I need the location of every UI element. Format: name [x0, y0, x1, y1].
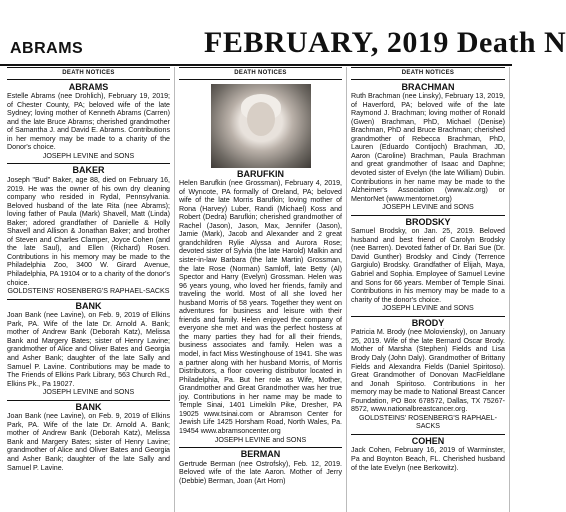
column-separator — [174, 67, 175, 512]
notice-name: BRODY — [411, 317, 445, 328]
portrait-face — [247, 102, 275, 136]
notice-name: BRODSKY — [405, 216, 451, 227]
notice-name: BANK — [75, 300, 102, 311]
header-rule — [0, 64, 512, 66]
notice-signature: JOSEPH LEVINE and SONS — [382, 304, 474, 313]
notice-text: Jack Cohen, February 16, 2019 of Warminster, Pa and Boynton Beach, FL. Cherished husband of the late Evelyn (nee Berkowitz). — [351, 446, 505, 472]
notice — [7, 302, 170, 397]
column-1 — [7, 67, 170, 512]
notice-signature: JOSEPH LEVINE and SONS — [42, 388, 135, 397]
column-header: DEATH NOTICES — [7, 67, 170, 80]
notice — [179, 170, 342, 445]
notice-signature: JOSEPH LEVINE and SONS — [42, 151, 135, 160]
notice-name: BAKER — [72, 165, 105, 176]
notice-text: Joan Bank (nee Lavine), on Feb. 9, 2019 of Elkins Park, PA. Wife of the late Dr. Arnold A. Bank; mother of Andrew Bank (Deborah Katz), Melissa Bank and Margery Bates; sister of Henry Lavine; grandmother of Alice and Oliver Bates and Georgia and Asher Bank; daughter of the late Sally and Samuel P. Lavine. Contributions may be made to The Friends of Elkins Park Library, 563 Church Rd., Elkins Pk., Pa 19027. — [7, 311, 170, 388]
column-3 — [351, 67, 505, 512]
notice-text: Samuel Brodsky, on Jan. 25, 2019. Beloved husband and best friend of Carolyn Brodsky (nee Barren). Devoted father of Dr. Bari Sue (Dr. David Gunther) Brodsky and Cindy (Terrence Gargiulo) Brodsky. Grandfather of Elijah, Maya, Gabriel and Sophia. Employee of Samuel Levine and Sons for 66 years. Member of Temple Sinai. Contributions in his memory may be made to a charity of the donor's choice. — [351, 227, 505, 304]
column-2 — [179, 67, 342, 512]
divider — [351, 316, 505, 317]
divider — [7, 299, 170, 300]
section-name: ABRAMS — [10, 40, 84, 57]
notice — [7, 83, 170, 161]
column-separator — [346, 67, 347, 512]
notice-name: BERMAN — [240, 449, 281, 460]
notice — [351, 319, 505, 431]
notice-signature: GOLDSTEINS' ROSENBERG'S RAPHAEL-SACKS — [359, 413, 497, 431]
divider — [351, 434, 505, 435]
notice — [7, 403, 170, 472]
notice-text: Patricia M. Brody (nee Moloviensky), on January 25, 2019. Wife of the late Bernard Oscar Brody. Mother of Marsha (Stephen) Fields and Lisa Brody Daly (John Daly). Grandmother of Brittany Fields and Alexandra Fields (Daniel Spiritoso). Great Grandmother of Donovan MacFieldlane and Jonah Spiritoso. Contributions in her memory may be made to National Breast Cancer Foundation, PO Box 678572, Dallas, TX 75267-8572, www.nationalbreastcancer.org. — [351, 328, 505, 414]
divider — [179, 447, 342, 448]
notice-name: ABRAMS — [68, 81, 109, 92]
notice-text: Gertrude Berman (nee Ostrofsky), Feb. 12, 2019. Beloved wife of the late Aaron. Mother of Jerry (Debbie) Berman, Joan (Art Horn) — [179, 459, 342, 485]
notice — [351, 83, 505, 212]
page-title: FEBRUARY, 2019 Death N — [204, 26, 566, 59]
notice-name: BARUFKIN — [237, 168, 284, 179]
notice-text: Joseph "Bud" Baker, age 88, died on February 16, 2019. He was the owner of his own dry cleaning company who resided in Rydal, Pennsylvania. Beloved husband of the late Rita (nee Abrams); loving father of Paula (Mark) Shavell, Matt (Linda) Baker; adored grandfather of Danielle & Holly Shavell and Allison & Jonathan Baker; and brother of Steven and Charles Clamper, Joyce Cohen (and the late Saul), and Ellen (Richard) Rosen. Contributions in his memory may be made to the Philadelphia Zoo, 3400 W. Girard Avenue, Philadelphia, PA 19104 or to a charity of the donor's choice. — [7, 176, 170, 287]
divider — [351, 215, 505, 216]
notice-signature: GOLDSTEINS' ROSENBERG'S RAPHAEL-SACKS — [7, 287, 170, 296]
notice-signature: JOSEPH LEVINE and SONS — [214, 435, 307, 444]
notice-name: COHEN — [411, 435, 445, 446]
column-separator — [509, 67, 510, 512]
notice-text: Helen Barufkin (nee Grossman), February 4, 2019, of Wyncote, PA formally of Oreland, PA; beloved wife of the late Morris Barufkin; loving mother of Rona (Harvey) Luber, Randi (Michael) Koss and Robert (Dedra) Barufkin; cherished grandmother of Rachel (Jason), Jason, Max, Jennifer (Jason), Jamie (Mark), Jacob and Alexander and 2 great grandchildren Rylie Alyssa and Aurora Rose; devoted sister of Sylvia (the late Harold) Malkin and sister-in-law Barbara (the late Martin) Grossman, the late Rose (Norman) Samloff, late Betty (Al) Spector and Harry (Evelyn) Grossman. Helen was 96 years young, who loved her friends, family and traveling the world. Most of all she loved her husband Morris of 58 years. Together they went on adventures for business and leisure with their friends and family. Helen enjoyed the company of everyone she met and was the perfect hostess at the many parties they had for all their friends, business associates and family. Helen was a model, in fact Miss Westinghouse of 1941. She was a partner along with her husband Morris, of Morris Distributors, a floor covering distributor located in Philadelphia, Pa. But her role as Wife, Mother, Grandmother and Great Grandmother was her true joy. Contributions in her name may be made to Temple Sinai, 1401 Limekiln Pike, Dresher, PA 19025 www.tsinai.com or Abramson Center for Jewish Life 1425 Horsham Road, North Wales, Pa. 19454 www.abramsoncenter.org — [179, 179, 342, 435]
notice-signature: JOSEPH LEVINE and SONS — [382, 203, 474, 212]
notice-text: Joan Bank (nee Lavine), on Feb. 9, 2019 of Elkins Park, PA. Wife of the late Dr. Arnold A. Bank; mother of Andrew Bank (Deborah Katz), Melissa Bank and Margery Bates; sister of Henry Lavine; grandmother of Alice and Oliver Bates and Georgia and Asher Bank; daughter of the late Sally and Samuel P. Lavine. — [7, 412, 170, 472]
notice-text: Estelle Abrams (nee Drohlich), February 19, 2019; of Chester County, PA; beloved wife of the late Sydney; loving mother of Kenneth Abrams (Carren) and the late Bruce Abrams; cherished grandmother of Samantha J. and David E. Abrams. Contributions in her memory may be made to a charity of the Donor's choice. — [7, 92, 170, 152]
column-header: DEATH NOTICES — [351, 67, 505, 80]
page-running-head — [0, 26, 566, 64]
portrait-photo — [211, 84, 311, 168]
divider — [7, 400, 170, 401]
notice-name: BANK — [75, 401, 102, 412]
column-header: DEATH NOTICES — [179, 67, 342, 80]
notice — [7, 166, 170, 295]
notice-text: Ruth Brachman (nee Linsky), February 13, 2019, of Haverford, PA; beloved wife of the late Raymond J. Brachman; loving mother of Ronald (Gwen) Brachman, PhD, Michael (Denise) Brachman, PhD and Bruce Brachman; cherished grandmother of Rebecca Brachman, PhD, Lauren (Eduardo Contijoch) Brachman, JD, Aaron (Caroline) Brachman, Paula Brachman and great grandmother of Isaac and Daphne; devoted sister of Evelyn (the late William) Dubin. Contributions in her name may be made to the Alzheimer's Association (www.alz.org) or MentorNet (www.mentornet.org) — [351, 92, 505, 203]
notice — [351, 437, 505, 472]
divider — [7, 163, 170, 164]
notice — [179, 450, 342, 485]
notice — [351, 218, 505, 313]
notice-name: BRACHMAN — [401, 81, 455, 92]
